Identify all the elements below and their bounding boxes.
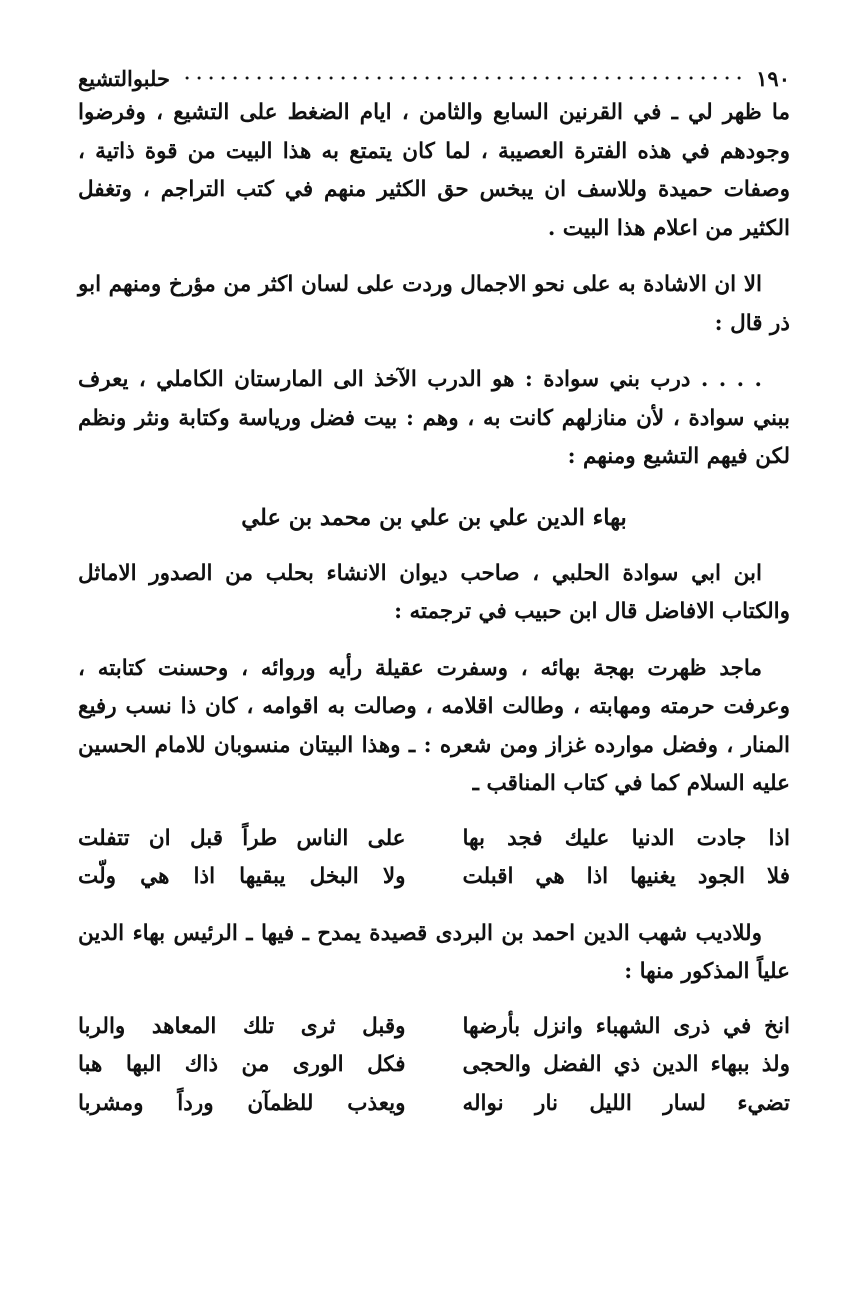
- verse-line: [78, 820, 790, 859]
- verse-first-hemistich: ولذ ببهاء الدين ذي الفضل والحجى: [462, 1052, 790, 1077]
- verse-first-hemistich: تضيء لسار الليل نار نواله: [462, 1090, 790, 1116]
- verse-line: [78, 1008, 790, 1047]
- running-title: حلبوالتشيع: [78, 65, 170, 91]
- verse-line: [78, 858, 790, 897]
- quoted-paragraph: . . . . درب بني سوادة : هو الدرب الآخذ الى المارستان الكاملي ، يعرف ببني سوادة ، لأن منازلهم كانت به ، وهم : بيت فضل ورياسة وكتابة ونثر ونظم لكن فيهم التشيع ومنهم :: [78, 367, 790, 469]
- paragraph-continued: ما ظهر لي ـ في القرنين السابع والثامن ، ايام الضغط على التشيع ، وفرضوا وجودهم في هذه الفترة العصيبة ، لما كان يتمتع به هذا البيت من قوة ذاتية ، وصفات حميدة وللاسف ان يبخس حق الكثير منهم في كتب التراجم ، وتغفل الكثير من اعلام هذا البيت .: [78, 100, 790, 241]
- verse-second-hemistich: على الناس طراً قبل ان تتفلت: [78, 825, 406, 851]
- book-page: [78, 62, 790, 1123]
- paragraph: وللاديب شهب الدين احمد بن البردى قصيدة يمدح ـ فيها ـ الرئيس بهاء الدين علياً المذكور منها :: [78, 920, 790, 984]
- section-heading: بهاء الدين علي بن علي بن محمد بن علي: [241, 504, 627, 531]
- page-header: [78, 62, 790, 94]
- page-number: ١٩٠: [756, 65, 790, 91]
- verse-line: [78, 1085, 790, 1124]
- verse-second-hemistich: وقبل ثرى تلك المعاهد والربا: [78, 1013, 406, 1039]
- verse-first-hemistich: انخ في ذرى الشهباء وانزل بأرضها: [462, 1013, 790, 1039]
- verse-first-hemistich: فلا الجود يغنيها اذا هي اقبلت: [462, 864, 790, 889]
- verse-first-hemistich: اذا جادت الدنيا عليك فجد بها: [462, 825, 790, 851]
- verse-line: [78, 1046, 790, 1085]
- verse-second-hemistich: فكل الورى من ذاك البها هبا: [78, 1052, 406, 1077]
- paragraph: ابن ابي سوادة الحلبي ، صاحب ديوان الانشاء بحلب من الصدور الاماثل والكتاب الافاضل قال ابن حبيب في ترجمته :: [78, 560, 790, 624]
- leader-dots: [184, 74, 742, 82]
- poem-block: [78, 1008, 790, 1124]
- verse-second-hemistich: ولا البخل يبقيها اذا هي ولّت: [78, 864, 406, 889]
- poem-block: [78, 820, 790, 897]
- verse-second-hemistich: ويعذب للظمآن ورداً ومشربا: [78, 1090, 406, 1116]
- paragraph: ماجد ظهرت بهجة بهائه ، وسفرت عقيلة رأيه وروائه ، وحسنت كتابته ، وعرفت حرمته ومهابته ، وطالت اقلامه ، وصالت به اقوامه ، كان ذا نسب رفيع المنار ، وفضل موارده غزاز ومن شعره : ـ وهذا البيتان منسوبان للامام الحسين عليه السلام كما في كتاب المناقب ـ: [78, 655, 790, 796]
- paragraph: الا ان الاشادة به على نحو الاجمال وردت على لسان اكثر من مؤرخ ومنهم ابو ذر قال :: [78, 272, 790, 336]
